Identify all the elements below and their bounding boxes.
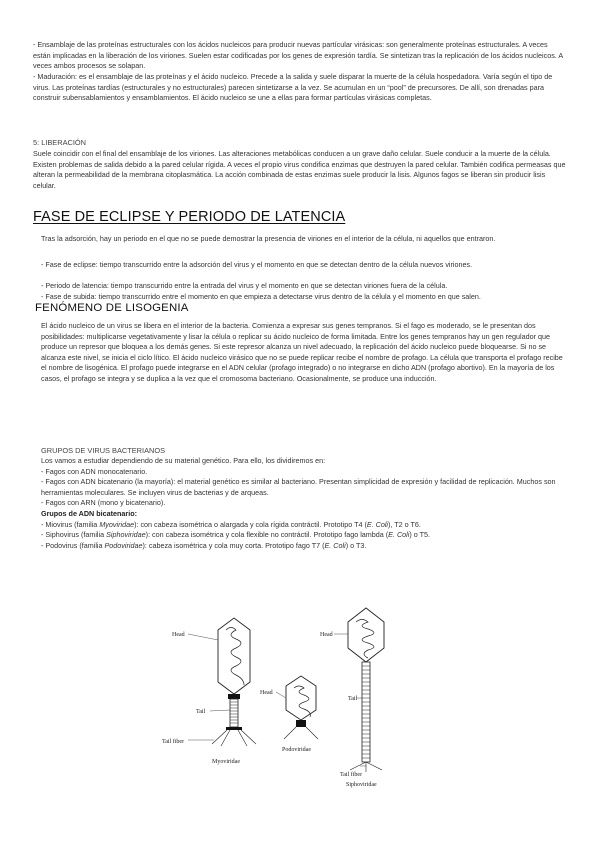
podoviridae-drawing [260, 676, 318, 753]
heading-liberacion: 5: LIBERACIÓN [33, 138, 86, 147]
grupos-item-mono: - Fagos con ADN monocatenario. [41, 466, 148, 476]
siphoviridae-label: Siphoviridae [346, 782, 377, 788]
grupos-siphovirus: - Siphovirus (familia Siphoviridae): con cabeza isométrica y cola flexible no contráctil. Prototipo fago lambda (E. Coli) o T5. [41, 530, 430, 540]
eclipse-latencia: - Periodo de latencia: tiempo transcurrido entre la entrada del virus y el momento en que se detectan viriones fuera de la célula. [41, 281, 448, 290]
sipho-head-label: Head [320, 632, 333, 638]
eclipse-intro: Tras la adsorción, hay un periodo en el que no se puede demostrar la presencia de viriones en el interior de la célula, ni aquellos que entraron. [41, 234, 496, 243]
grupos-list [41, 456, 563, 551]
siphoviridae-drawing [320, 608, 384, 788]
paragraph-liberacion: Suele coincidir con el final del ensamblaje de los viriones. Las alteraciones metabólicas conducen a un grave daño celular. Suele conducir a la muerte de la célula. Existen problemas de salida debido a la pared celular rígida. A veces el propio virus condifica enzimas que destruyen la pared celular. También codifica permeasas que alteran la permeabilidad de la membrana citoplasmática. La acción combinada de estas enzimas suele producir la lisis. Algunos fagos se liberan sin producir lisis celular. [33, 149, 566, 190]
grupos-subheading: Grupos de ADN bicatenario: [41, 508, 137, 518]
myo-tail-fiber-label: Tail fiber [162, 739, 185, 745]
podoviridae-label: Podoviridae [282, 747, 311, 753]
heading-fase-eclipse: FASE DE ECLIPSE Y PERIODO DE LATENCIA [33, 209, 346, 225]
heading-lisogenia: FENÓMENO DE LISOGENIA [35, 302, 189, 314]
paragraph-lisogenia: El ácido nucleico de un virus se libera en el interior de la bacteria. Comienza a expresar sus genes tempranos. Si el fago es moderado, se le presentan dos posibilidades: multiplicarse vegetativamente y lisar la célula o replicar su ácido nucleico de forma limitada. Entre los genes tempranos hay un gen regulador que produce un represor que bloquea a los demás genes. Si este represor alcanza un nivel adecuado, la replicación del ácido nucleico puede bloquearse. Si no se alcanza este nivel, se inicia el ciclo lítico. El ácido nucleico virásico que no se puede replicar recibe el nombre de profago. La célula que transporta el profago recibe el nombre de lisogénica. El profago puede integrarse en el ADN celular (profago integrado) o no integrarse en dicho ADN (profago abortivo). En la mayoría de los casos, el profago se integra y se duplica a la vez que el cromosoma bacteriano. Ocasionalmente, se produce una inducción. [41, 321, 563, 383]
sipho-tail-label: Tail [348, 696, 358, 702]
sipho-tail-fiber-label: Tail fiber [340, 772, 363, 778]
myo-head-label: Head [172, 632, 185, 638]
myoviridae-drawing [162, 618, 256, 765]
paragraph-maduracion: - Maduración: es el ensamblaje de las proteínas y el ácido nucleico. Precede a la salida y suele disparar la muerte de la célula hospedadora. Varía según el tipo de virus. Las proteínas tardías (estructurales y no estructurales) parecen sintetizarse a la vez. Se acumulan en un “pool” de precursores. De allí, son drenadas para construir subensablamientos y ensamblamientos. El ácido nucleico se une a ellas para formar partículas virásicas completas. [33, 72, 553, 103]
myoviridae-label: Myoviridae [212, 759, 240, 765]
paragraph-ensamblaje: - Ensamblaje de las proteínas estructurales con los ácidos nucleicos para producir nuevas partícular virásicas: son generalmente proteínas estructurales. A veces están implicadas en la liberación de los viriones. Suelen estar codificadas por los genes de expresión tardía. Se sintetizan tras la replicación de los ácidos nucleicos. A veces ambos procesos se solapan. [33, 40, 563, 71]
eclipse-fase: - Fase de eclipse: tiempo transcurrido entre la adsorción del virus y el momento en que se detectan dentro de la célula nuevos viriones. [41, 260, 473, 269]
phage-diagram [160, 598, 430, 790]
grupos-item-arn: - Fagos con ARN (mono y bicatenario). [41, 498, 166, 508]
grupos-podovirus: - Podovirus (familia Podoviridae): cabeza isométrica y cola muy corta. Prototipo fago T7 (E. Coli) o T3. [41, 540, 367, 550]
grupos-miovirus: - Miovirus (familia Myoviridae): con cabeza isométrica o alargada y cola rígida contráctil. Prototipo T4 (E. Coli), T2 o T6. [41, 519, 421, 529]
heading-grupos: GRUPOS DE VIRUS BACTERIANOS [41, 446, 166, 455]
myo-tail-label: Tail [196, 709, 206, 715]
podo-head-label: Head [260, 690, 273, 696]
grupos-item-bicatenario: - Fagos con ADN bicatenario (la mayoría): el material genético es similar al bacteriano. Presentan simplicidad de expresión y facilidad de replicación. Muchos son herramientas moleculares. Se incluyen virus de bacterias y de arqueas. [41, 477, 556, 497]
grupos-intro: Los vamos a estudiar dependiendo de su material genético. Para ello, los dividiremos en: [41, 456, 326, 465]
eclipse-subida: - Fase de subida: tiempo transcurrido entre el momento en que empieza a detectarse virus dentro de la célula y el momento en que salen. [41, 292, 481, 301]
